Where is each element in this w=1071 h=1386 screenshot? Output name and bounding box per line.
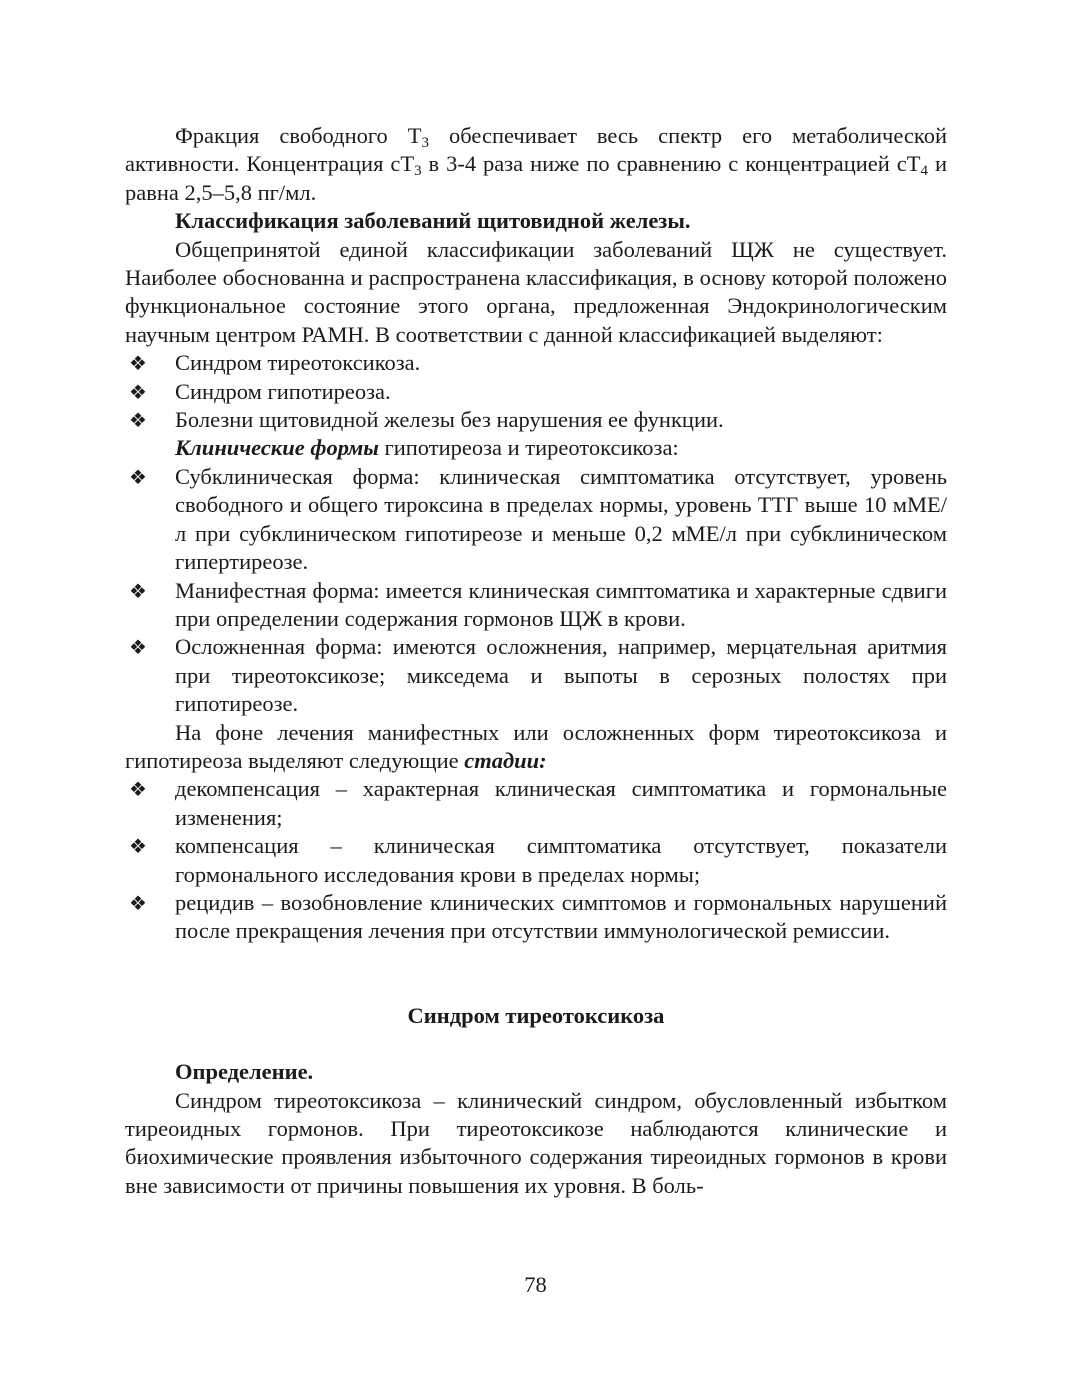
definition-heading: Определение. [175,1059,314,1085]
emphasis: Клинические формы [175,435,379,461]
list-item [125,349,947,377]
list-stages [125,775,947,945]
subscript: 3 [414,163,422,180]
list-item [125,378,947,406]
page-content [125,122,947,1200]
list-item [125,775,947,832]
list-item [125,463,947,577]
list-item-text: декомпенсация – характерная клиническая симптоматика и гормональные изменения; [175,776,947,830]
paragraph-stages [125,719,947,776]
section-title: Синдром тиреотоксикоза [407,1002,665,1028]
list-item [125,406,947,434]
list-item-text: Болезни щитовидной железы без нарушения ее функции. [175,407,724,433]
text-run: и равна 2,5–5,8 пг/мл. [125,151,947,205]
bullet-icon: ❖ [129,351,147,376]
heading-classification: Классификация заболеваний щитовидной железы. [175,208,691,234]
list-item-text: Синдром тиреотоксикоза. [175,350,421,376]
subscript: 3 [421,135,430,151]
paragraph-classification: Общепринятой единой классификации заболеваний ЩЖ не существует. Наиболее обоснованна и распространена классификация, в основу которой положено функциональное состояние этого органа, предложенная Эндокринологическим научным центром РАМН. В соответствии с данной классификацией выделяют: [125,236,947,347]
bullet-icon: ❖ [129,379,147,404]
list-clinical-forms [125,463,947,719]
list-syndromes [125,349,947,434]
text-run: Фракция свободного Т [175,123,422,148]
emphasis: стадии: [464,747,547,773]
list-item-text: рецидив – возобновление клинических симптомов и гормональных нарушений после прекращения лечения при отсутствии иммунологической ремиссии. [175,889,947,944]
bullet-icon: ❖ [129,408,147,433]
list-item [125,577,947,634]
list-item-text: Субклиническая форма: клиническая симптоматика отсутствует, уровень свободного и общего тироксина в пределах нормы, уровень ТТГ выше 10 мМЕ/л при субклиническом гипотиреозе и меньше 0,2 мМЕ/л при субклиническом гипертиреозе. [175,463,947,575]
bullet-icon: ❖ [129,635,147,660]
list-item [125,832,947,889]
list-item [125,889,947,946]
page-number: 78 [524,1272,547,1297]
text-run: обеспечивает весь спектр его метаболической активности. Концентрация сТ [125,123,947,177]
bullet-icon: ❖ [129,578,147,603]
bullet-icon: ❖ [129,834,147,859]
paragraph-clinical-forms [125,434,947,462]
paragraph-definition: Синдром тиреотоксикоза – клинический синдром, обусловленный избытком тиреоидных гормонов. При тиреотоксикозе наблюдаются клинические и биохимические проявления избыточного содержания тиреоидных гормонов в крови вне зависимости от причины повышения их уровня. В боль- [125,1087,947,1198]
list-item [125,633,947,718]
list-item-text: Осложненная форма: имеются осложнения, например, мерцательная аритмия при тиреотоксикозе; микседема и выпоты в серозных полостях при гипотиреозе. [175,634,947,717]
bullet-icon: ❖ [129,777,147,802]
text-run: На фоне лечения манифестных или осложненных форм тиреотоксикоза и гипотиреоза выделяют следующие [125,719,947,773]
subscript: 4 [920,163,928,180]
paragraph-free-t3 [125,122,947,207]
list-item-text: Манифестная форма: имеется клиническая симптоматика и характерные сдвиги при определении содержания гормонов ЩЖ в крови. [175,577,947,631]
bullet-icon: ❖ [129,890,147,915]
bullet-icon: ❖ [129,464,147,489]
text-run: гипотиреоза и тиреотоксикоза: [378,435,679,461]
list-item-text: компенсация – клиническая симптоматика отсутствует, показатели гормонального исследования крови в пределах нормы; [175,833,947,887]
list-item-text: Синдром гипотиреоза. [175,378,391,404]
text-run: в 3-4 раза ниже по сравнению с концентрацией сТ [421,151,921,177]
